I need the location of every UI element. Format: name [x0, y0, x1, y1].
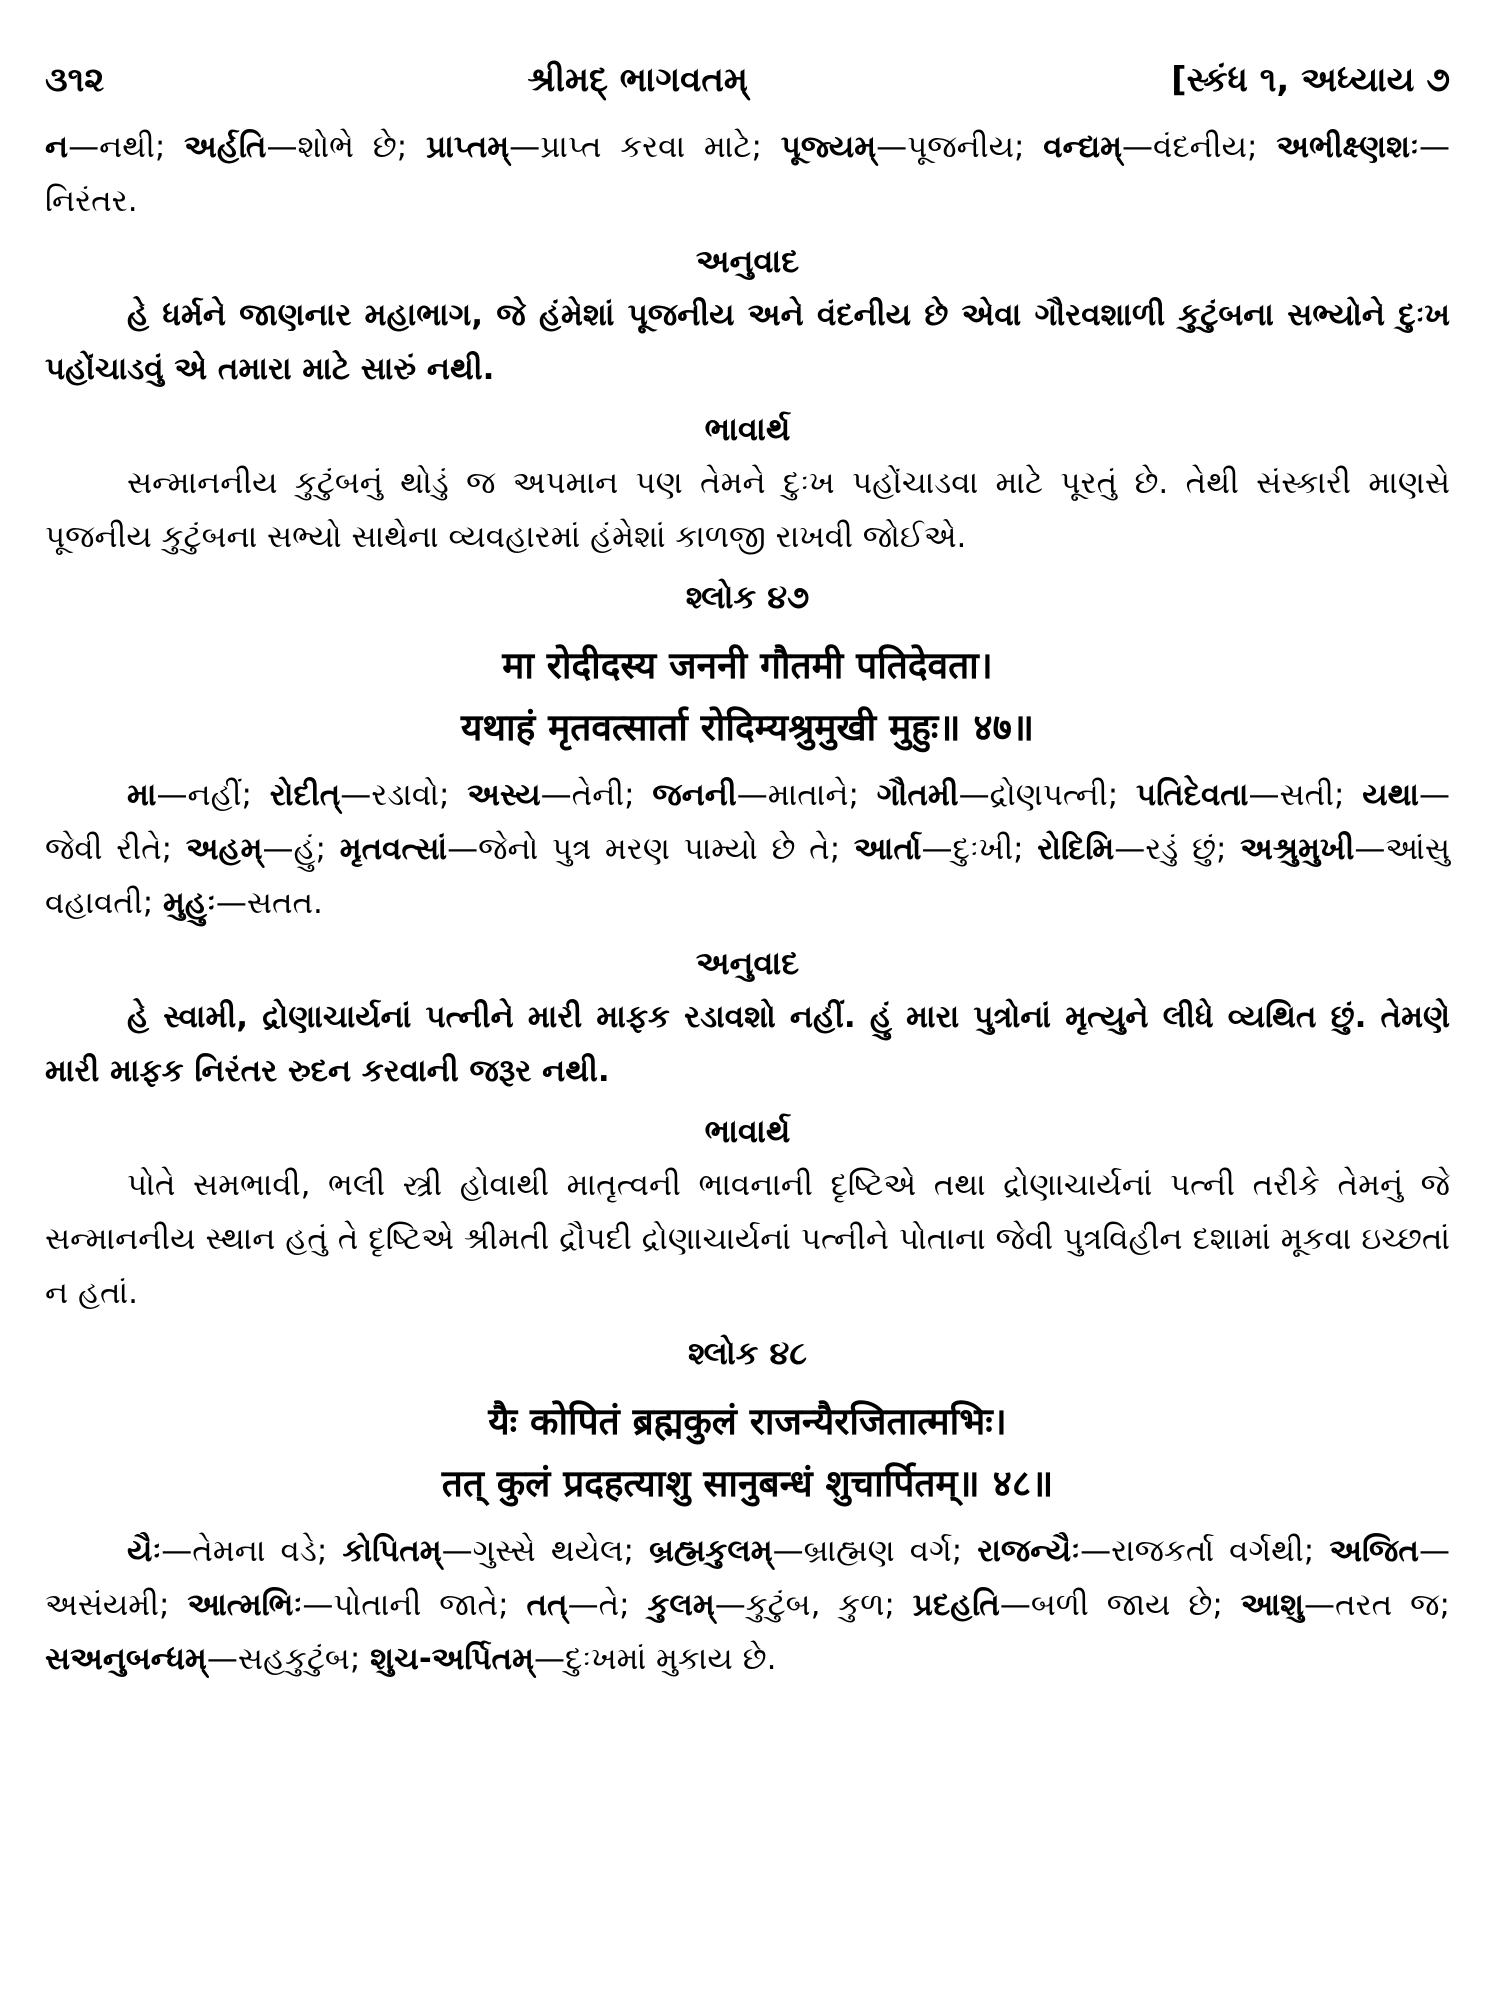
synonym-meaning: શોભે છે: [297, 129, 397, 165]
synonym-term: આશુ: [1240, 1587, 1305, 1623]
synonym-term: મા: [127, 777, 157, 813]
synonym-term: અભીક્ષ્ણશઃ: [1276, 129, 1419, 165]
synonym-term: ન: [45, 129, 69, 165]
synonym-term: યથા: [1362, 777, 1419, 813]
anuvad-heading: અનુવાદ: [695, 944, 800, 982]
shloka-48-verse: [45, 1390, 1450, 1514]
synonym-term: રોદીત્: [269, 777, 341, 813]
synonym-meaning: તરત જ: [1335, 1587, 1440, 1623]
synonym-meaning: પૂજનીય: [907, 129, 1014, 165]
synonym-term: રાજન્યૈઃ: [977, 1533, 1081, 1569]
synonym-term: અસ્ય: [467, 777, 541, 813]
synonym-term: આત્મભિઃ: [187, 1587, 303, 1623]
synonym-meaning: સતત.: [246, 885, 323, 921]
synonym-term: કુલમ્: [647, 1587, 715, 1623]
synonym-meaning: આંસુ વહાવતી: [45, 831, 1450, 921]
synonym-meaning: પોતાની જાતે: [333, 1587, 499, 1623]
synonym-term: અશ્રુમુખી: [1240, 831, 1355, 867]
synonym-term: પ્રાપ્તમ્: [426, 129, 510, 165]
synonym-meaning: દુઃખી: [952, 831, 1014, 867]
synonym-term: ગૌતમી: [876, 777, 959, 813]
anuvad-46: હે ધર્મને જાણનાર મહાભાગ, જે હંમેશાં પૂજનીય અને વંદનીય છે એવા ગૌરવશાળી કુટુંબના સભ્યોને દુઃખ પહોંચાડવું એ તમારા માટે સારું નથી.: [45, 297, 1450, 387]
verse-line: यैः कोपितं ब्रह्मकुलं राजन्यैरजितात्मभिः।: [488, 1399, 1007, 1443]
verse-line: यथाहं मृतवत्सार्ता रोदिम्यश्रुमुखी मुहुः॥ ४७॥: [460, 705, 1035, 749]
section-label: [સ્કંધ ૧, અધ્યાય ૭: [1171, 60, 1450, 100]
synonym-meaning: અસંયમી: [45, 1587, 159, 1623]
synonym-meaning: જેવી રીતે: [45, 831, 162, 867]
book-title: શ્રીમદ્ ભાગવતમ્: [527, 60, 748, 100]
synonym-meaning: નહીં: [187, 777, 242, 813]
synonym-meaning: ગુસ્સે થયેલ: [472, 1533, 624, 1569]
synonym-term: શુચ-અર્પિતમ્: [370, 1641, 534, 1677]
synonym-meaning: નિરંતર.: [45, 183, 138, 219]
synonym-term: પ્રદહતિ: [912, 1587, 1000, 1623]
synonym-term: અજિત: [1329, 1533, 1419, 1569]
synonym-term: પતિદેવતા: [1135, 777, 1249, 813]
synonym-term: મુહુઃ: [163, 885, 216, 921]
synonym-meaning: પ્રાપ્ત કરવા માટે: [540, 129, 752, 165]
synonym-meaning: સતી: [1279, 777, 1334, 813]
synonym-meaning: હું: [293, 831, 316, 867]
synonym-term: સઅનુબન્ધમ્: [45, 1641, 207, 1677]
synonym-meaning: કુટુંબ, કુળ: [745, 1587, 885, 1623]
bhavarth-heading: ભાવાર્થ: [704, 1112, 791, 1150]
synonym-meaning: દ્રોણપત્ની: [989, 777, 1108, 813]
bhavarth-heading: ભાવાર્થ: [704, 410, 791, 448]
synonym-meaning: દુઃખમાં મુકાય છે.: [564, 1641, 777, 1677]
synonym-term: આર્તા: [853, 831, 922, 867]
synonym-term: વન્દ્યમ્: [1043, 129, 1122, 165]
synonym-meaning: જેનો પુત્ર મરણ પામ્યો છે તે: [478, 831, 830, 867]
synonym-term: રોદિમિ: [1037, 831, 1115, 867]
synonym-meaning: બ્રાહ્મણ વર્ગ: [803, 1533, 952, 1569]
synonym-term: મૃતવત્સાં: [339, 831, 448, 867]
shloka-48-label: શ્લોક ૪૮: [688, 1334, 807, 1372]
synonym-meaning: રડાવો: [371, 777, 439, 813]
synonyms-48: યૈઃ—તેમના વડે; કોપિતમ્—ગુસ્સે થયેલ; બ્રહ્મકુલમ્—બ્રાહ્મણ વર્ગ; રાજન્યૈઃ—રાજકર્તા વર્ગથી; અજિત—અસંયમી; આત્મભિઃ—પોતાની જાતે; તત્—તે; કુલમ્—કુટુંબ, કુળ; પ્રદહતિ—બળી જાય છે; આશુ—તરત જ; સઅનુબન્ધમ્—સહકુટુંબ; શુચ-અર્પિતમ્—દુઃખમાં મુકાય છે.: [45, 1533, 1450, 1677]
synonym-term: યૈઃ: [127, 1533, 162, 1569]
synonym-term: અર્હતિ: [184, 129, 267, 165]
synonym-meaning: રાજકર્તા વર્ગથી: [1111, 1533, 1304, 1569]
page-number: ૩૧૨: [45, 60, 105, 100]
synonym-term: અહમ્: [185, 831, 263, 867]
shloka-47-verse: [45, 634, 1450, 758]
synonyms-47: મા—નહીં; રોદીત્—રડાવો; અસ્ય—તેની; જનની—માતાને; ગૌતમી—દ્રોણપત્ની; પતિદેવતા—સતી; યથા—જેવી રીતે; અહમ્—હું; મૃતવત્સાં—જેનો પુત્ર મરણ પામ્યો છે તે; આર્તા—દુઃખી; રોદિમિ—રડું છું; અશ્રુમુખી—આંસુ વહાવતી; મુહુઃ—સતત.: [45, 777, 1450, 921]
bhavarth-47: પોતે સમભાવી, ભલી સ્ત્રી હોવાથી માતૃત્વની ભાવનાની દૃષ્ટિએ તથા દ્રોણાચાર્યનાં પત્ની તરીકે તેમનું જે સન્માનનીય સ્થાન હતું તે દૃષ્ટિએ શ્રીમતી દ્રૌપદી દ્રોણાચાર્યનાં પત્નીને પોતાના જેવી પુત્રવિહીન દશામાં મૂકવા ઇચ્છતાં ન હતાં.: [45, 1167, 1450, 1311]
synonym-meaning: તેની: [571, 777, 625, 813]
running-header: [45, 60, 1450, 120]
synonym-meaning: બળી જાય છે: [1030, 1587, 1213, 1623]
synonym-term: પૂજ્યમ્: [780, 129, 877, 165]
synonym-term: તત્: [526, 1587, 568, 1623]
synonym-meaning: વંદનીય: [1153, 129, 1247, 165]
synonyms-top: ન—નથી; અર્હતિ—શોભે છે; પ્રાપ્તમ્—પ્રાપ્ત કરવા માટે; પૂજ્યમ્—પૂજનીય; વન્દ્યમ્—વંદનીય; અભીક્ષ્ણશઃ—નિરંતર.: [45, 129, 1450, 219]
synonym-meaning: રડું છું: [1145, 831, 1216, 867]
verse-line: मा रोदीदस्य जननी गौतमी पतिदेवता।: [502, 643, 993, 687]
bhavarth-46: સન્માનનીય કુટુંબનું થોડું જ અપમાન પણ તેમને દુઃખ પહોંચાડવા માટે પૂરતું છે. તેથી સંસ્કારી માણસે પૂજનીય કુટુંબના સભ્યો સાથેના વ્યવહારમાં હંમેશાં કાળજી રાખવી જોઈએ.: [45, 465, 1450, 555]
shloka-47-label: શ્લોક ૪૭: [685, 578, 810, 616]
synonym-meaning: માતાને: [767, 777, 849, 813]
verse-line: तत् कुलं प्रदहत्याशु सानुबन्धं शुचार्पितम्॥ ४८॥: [441, 1461, 1054, 1505]
synonym-meaning: તે: [598, 1587, 620, 1623]
synonym-term: કોપિતમ્: [342, 1533, 442, 1569]
anuvad-47: હે સ્વામી, દ્રોણાચાર્યનાં પત્નીને મારી માફક રડાવશો નહીં. હું મારા પુત્રોનાં મૃત્યુને લીધે વ્યથિત છું. તેમણે મારી માફક નિરંતર રુદન કરવાની જરૂર નથી.: [45, 999, 1450, 1089]
synonym-term: બ્રહ્મકુલમ્: [649, 1533, 773, 1569]
synonym-meaning: નથી: [99, 129, 155, 165]
synonym-term: જનની: [652, 777, 737, 813]
anuvad-heading: અનુવાદ: [695, 242, 800, 280]
synonym-meaning: સહકુટુંબ: [237, 1641, 350, 1677]
synonym-meaning: તેમના વડે: [192, 1533, 317, 1569]
